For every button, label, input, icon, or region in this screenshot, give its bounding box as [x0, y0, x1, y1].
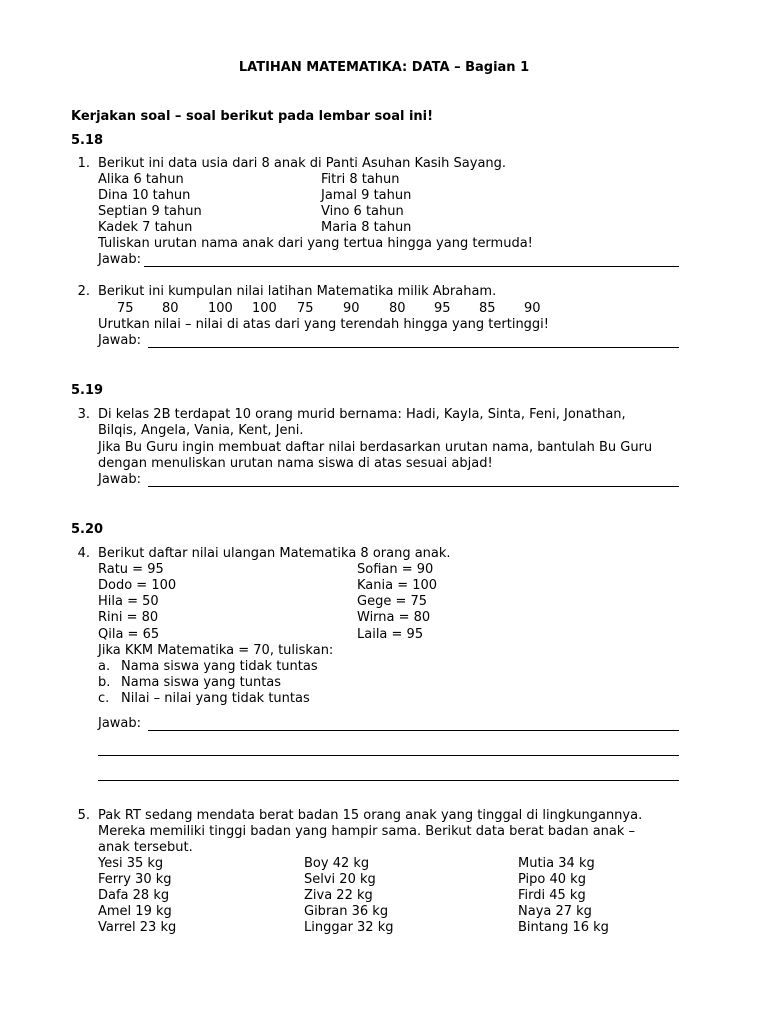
q4-sub-text: Nama siswa yang tidak tuntas [121, 659, 318, 674]
q4-answer-label: Jawab: [98, 716, 142, 731]
q4-left-item: Qila = 65 [98, 627, 160, 642]
q5-col3-item: Naya 27 kg [518, 904, 592, 919]
q5-line: anak tersebut. [98, 840, 193, 855]
q5-col3-item: Firdi 45 kg [518, 888, 586, 903]
q2-value: 100 [252, 301, 277, 316]
q5-col1-item: Yesi 35 kg [98, 856, 164, 871]
q4-left-item: Rini = 80 [98, 610, 159, 625]
q4-right-item: Kania = 100 [357, 578, 438, 593]
q2-prompt: Urutkan nilai – nilai di atas dari yang terendah hingga yang tertinggi! [98, 317, 550, 332]
q3-line: Jika Bu Guru ingin membuat daftar nilai berdasarkan urutan nama, bantulah Bu Guru [98, 440, 653, 455]
instruction: Kerjakan soal – soal berikut pada lembar soal ini! [71, 109, 434, 124]
q5-line: Pak RT sedang mendata berat badan 15 orang anak yang tinggal di lingkungannya. [98, 808, 643, 823]
q2-value: 90 [343, 301, 360, 316]
q4-left-item: Hila = 50 [98, 594, 159, 609]
q1-right-item: Vino 6 tahun [321, 204, 404, 219]
q5-col3-item: Pipo 40 kg [518, 872, 586, 887]
q1-number: 1. [77, 156, 90, 171]
q2-value: 90 [524, 301, 541, 316]
q1-right-item: Jamal 9 tahun [321, 188, 412, 203]
q5-col1-item: Ferry 30 kg [98, 872, 172, 887]
q5-col1-item: Dafa 28 kg [98, 888, 170, 903]
q2-value: 75 [297, 301, 314, 316]
q4-left-item: Dodo = 100 [98, 578, 177, 593]
q2-value: 80 [162, 301, 179, 316]
q4-text: Berikut daftar nilai ulangan Matematika 8 orang anak. [98, 546, 451, 561]
q3-answer-line[interactable] [148, 486, 679, 487]
q4-right-item: Laila = 95 [357, 627, 424, 642]
q4-answer-line[interactable] [148, 730, 679, 731]
q4-kkm: Jika KKM Matematika = 70, tuliskan: [98, 643, 334, 658]
q4-sub-letter: a. [98, 659, 111, 674]
q5-col3-item: Mutia 34 kg [518, 856, 595, 871]
q2-value: 95 [434, 301, 451, 316]
q2-number: 2. [77, 284, 90, 299]
section-5-19: 5.19 [71, 383, 104, 398]
q5-col1-item: Amel 19 kg [98, 904, 172, 919]
q1-answer-label: Jawab: [98, 252, 142, 267]
q1-text: Berikut ini data usia dari 8 anak di Panti Asuhan Kasih Sayang. [98, 156, 507, 171]
q4-number: 4. [77, 546, 90, 561]
q1-answer-line[interactable] [144, 266, 679, 267]
section-5-20: 5.20 [71, 522, 104, 537]
q5-col1-item: Varrel 23 kg [98, 920, 177, 935]
q2-value: 85 [479, 301, 496, 316]
q4-sub-letter: b. [98, 675, 111, 690]
q4-sub-letter: c. [98, 691, 110, 706]
q5-line: Mereka memiliki tinggi badan yang hampir sama. Berikut data berat badan anak – [98, 824, 636, 839]
q4-right-item: Gege = 75 [357, 594, 428, 609]
q5-col2-item: Selvi 20 kg [304, 872, 376, 887]
q1-right-item: Fitri 8 tahun [321, 172, 400, 187]
q2-value: 80 [389, 301, 406, 316]
q5-number: 5. [77, 808, 90, 823]
q2-answer-line[interactable] [148, 347, 679, 348]
q4-answer-line[interactable] [98, 755, 679, 756]
page-title: LATIHAN MATEMATIKA: DATA – Bagian 1 [238, 60, 530, 75]
q3-line: Bilqis, Angela, Vania, Kent, Jeni. [98, 423, 304, 438]
q1-right-item: Maria 8 tahun [321, 220, 412, 235]
q2-value: 100 [208, 301, 233, 316]
q2-answer-label: Jawab: [98, 333, 142, 348]
q1-left-item: Septian 9 tahun [98, 204, 202, 219]
q3-answer-label: Jawab: [98, 472, 142, 487]
q3-line: Di kelas 2B terdapat 10 orang murid bernama: Hadi, Kayla, Sinta, Feni, Jonathan, [98, 407, 626, 422]
section-5-18: 5.18 [71, 133, 104, 148]
q4-sub-text: Nama siswa yang tuntas [121, 675, 282, 690]
q1-left-item: Kadek 7 tahun [98, 220, 193, 235]
q3-number: 3. [77, 407, 90, 422]
q2-text: Berikut ini kumpulan nilai latihan Matematika milik Abraham. [98, 284, 497, 299]
q1-left-item: Alika 6 tahun [98, 172, 184, 187]
q5-col2-item: Boy 42 kg [304, 856, 370, 871]
q4-right-item: Wirna = 80 [357, 610, 431, 625]
q1-left-item: Dina 10 tahun [98, 188, 191, 203]
q3-line: dengan menuliskan urutan nama siswa di atas sesuai abjad! [98, 456, 493, 471]
q1-prompt: Tuliskan urutan nama anak dari yang tertua hingga yang termuda! [98, 236, 533, 251]
q4-right-item: Sofian = 90 [357, 562, 434, 577]
q5-col2-item: Ziva 22 kg [304, 888, 373, 903]
q4-answer-line[interactable] [98, 780, 679, 781]
q2-value: 75 [117, 301, 134, 316]
q4-left-item: Ratu = 95 [98, 562, 164, 577]
q5-col2-item: Linggar 32 kg [304, 920, 394, 935]
q4-sub-text: Nilai – nilai yang tidak tuntas [121, 691, 310, 706]
q5-col3-item: Bintang 16 kg [518, 920, 609, 935]
q5-col2-item: Gibran 36 kg [304, 904, 389, 919]
